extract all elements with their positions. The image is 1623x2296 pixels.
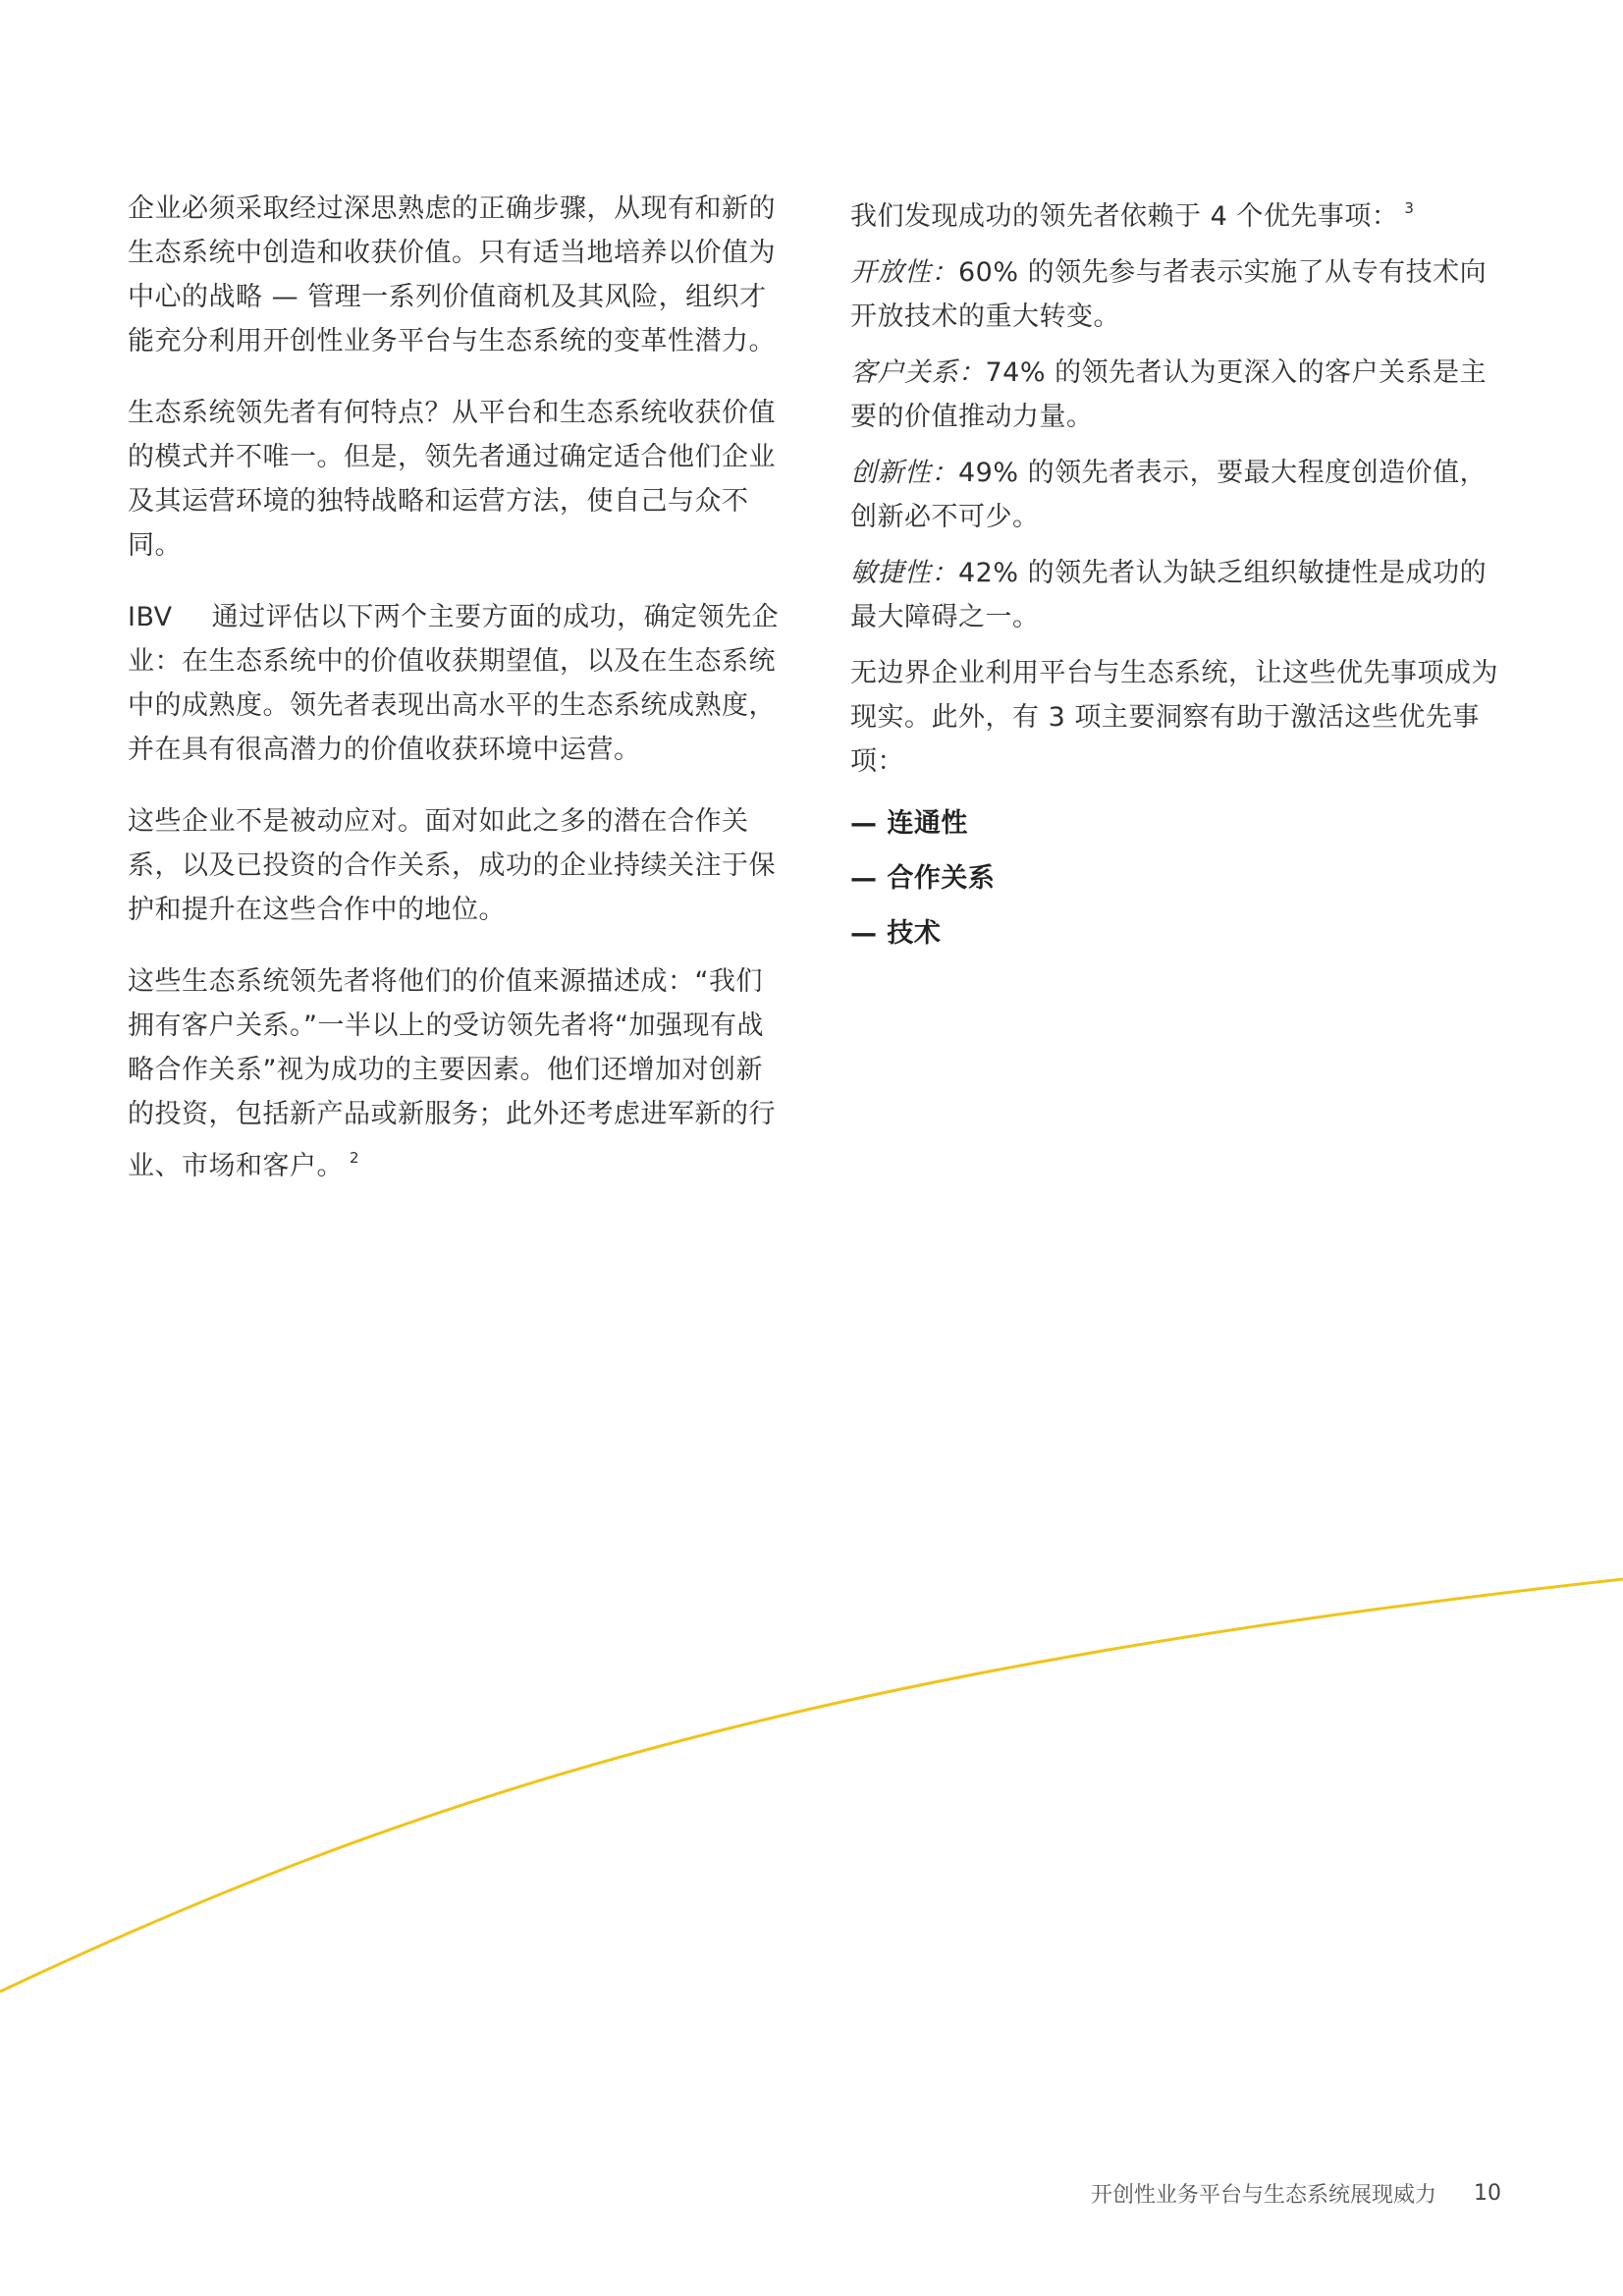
- priority-customer-relations: [850, 351, 1508, 439]
- priority-text: 49% 的领先者表示，要最大程度创造价值，创新必不可少。: [850, 458, 1488, 532]
- paragraph-value-sources: [128, 959, 785, 1188]
- insights-intro: 无边界企业利用平台与生态系统，让这些优先事项成为现实。此外，有 3 项主要洞察有助于激活这些优先事项：: [850, 658, 1498, 777]
- priority-text: 60% 的领先参与者表示实施了从专有技术向开放技术的重大转变。: [850, 257, 1488, 332]
- footnote-ref-3: 3: [1404, 199, 1415, 217]
- page-number: 10: [1474, 2181, 1501, 2206]
- paragraph-ibv-assessment: [128, 595, 785, 772]
- priority-label: 开放性：: [850, 257, 958, 288]
- yellow-curve-line: [0, 1579, 1623, 1992]
- value-sources-text: 这些生态系统领先者将他们的价值来源描述成：“我们拥有客户关系。”一半以上的受访领先者将“加强现有战略合作关系”视为成功的主要因素。他们还增加对创新的投资，包括新产品或新服务；此外还考虑进军新的行业、市场和客户。: [128, 966, 776, 1181]
- priority-text: 74% 的领先者认为更深入的客户关系是主要的价值推动力量。: [850, 357, 1488, 432]
- priority-label: 敏捷性：: [850, 558, 958, 588]
- insight-connectivity: — 连通性: [850, 808, 968, 839]
- priority-openness: [850, 250, 1508, 339]
- page-footer: [1091, 2178, 1501, 2209]
- priority-innovation: [850, 451, 1508, 539]
- priority-label: 创新性：: [850, 458, 958, 488]
- paragraph-leader-traits: 生态系统领先者有何特点？从平台和生态系统收获价值的模式并不唯一。但是，领先者通过确定适合他们企业及其运营环境的独特战略和运营方法，使自己与众不同。: [128, 398, 776, 561]
- ibv-text: 通过评估以下两个主要方面的成功，确定领先企业：在生态系统中的价值收获期望值，以及在生态系统中的成熟度。领先者表现出高水平的生态系统成熟度，并在具有很高潜力的价值收获环境中运营。: [128, 602, 780, 765]
- priority-agility: [850, 551, 1508, 639]
- paragraph-value-strategy: 企业必须采取经过深思熟虑的正确步骤，从现有和新的生态系统中创造和收获价值。只有适当地培养以价值为中心的战略 — 管理一系列价值商机及其风险，组织才能充分利用开创性业务平台与生态系统的变革性潜力。: [128, 193, 776, 356]
- left-column: [128, 187, 785, 1216]
- priority-text: 42% 的领先者认为缺乏组织敏捷性是成功的最大障碍之一。: [850, 558, 1488, 632]
- ibv-tag: IBV: [128, 602, 173, 632]
- insights-list: [850, 801, 1508, 956]
- priorities-intro-text: 我们发现成功的领先者依赖于 4 个优先事项：: [850, 201, 1399, 232]
- footer-title: 开创性业务平台与生态系统展现威力: [1090, 2183, 1436, 2208]
- insight-partnerships: — 合作关系: [850, 863, 996, 894]
- paragraph-partnerships: 这些企业不是被动应对。面对如此之多的潜在合作关系，以及已投资的合作关系，成功的企业持续关注于保护和提升在这些合作中的地位。: [128, 806, 776, 925]
- priorities-intro: [850, 187, 1508, 239]
- footnote-ref-2: 2: [350, 1149, 360, 1167]
- insight-technology: — 技术: [850, 918, 942, 949]
- right-column: [850, 187, 1508, 966]
- priority-label: 客户关系：: [850, 357, 986, 388]
